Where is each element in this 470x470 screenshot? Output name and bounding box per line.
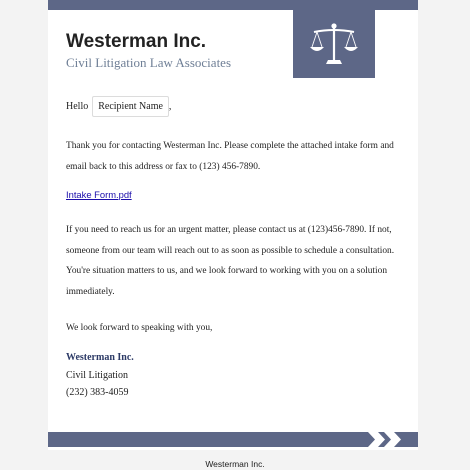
closing-line: We look forward to speaking with you,: [66, 323, 213, 333]
top-accent-bar: [48, 0, 418, 10]
signature-department: Civil Litigation: [66, 370, 128, 381]
email-template-card: [48, 0, 418, 450]
company-tagline: Civil Litigation Law Associates: [66, 55, 232, 70]
recipient-name-field[interactable]: Recipient Name: [92, 96, 169, 117]
bottom-accent-bar: [48, 432, 418, 447]
company-name: Westerman Inc.: [66, 31, 207, 52]
intro-paragraph: Thank you for contacting Westerman Inc. Please complete the attached intake form and email back to this address or fax to (123) 456-7890.: [66, 141, 394, 172]
chevron-decoration: [362, 432, 408, 447]
greeting-salutation: Hello: [66, 101, 89, 112]
scales-of-justice-icon: [308, 20, 360, 68]
urgent-contact-paragraph: If you need to reach us for an urgent matter, please contact us at (123)456-7890. If not, someone from our team will reach out to as soon as possible to schedule a consultation. You're situation matters to us, and we look forward to working with you on a solution immediately.: [66, 225, 395, 297]
footer-company-name: Westerman Inc.: [205, 459, 265, 469]
greeting-comma: ,: [168, 101, 172, 112]
intake-form-link[interactable]: Intake Form.pdf: [66, 189, 132, 200]
greeting-line: [66, 96, 171, 117]
signature-phone: (232) 383-4059: [66, 387, 129, 398]
logo-block: [293, 10, 375, 78]
signature-name: Westerman Inc.: [66, 352, 134, 363]
double-chevron-right-icon: [362, 432, 408, 447]
